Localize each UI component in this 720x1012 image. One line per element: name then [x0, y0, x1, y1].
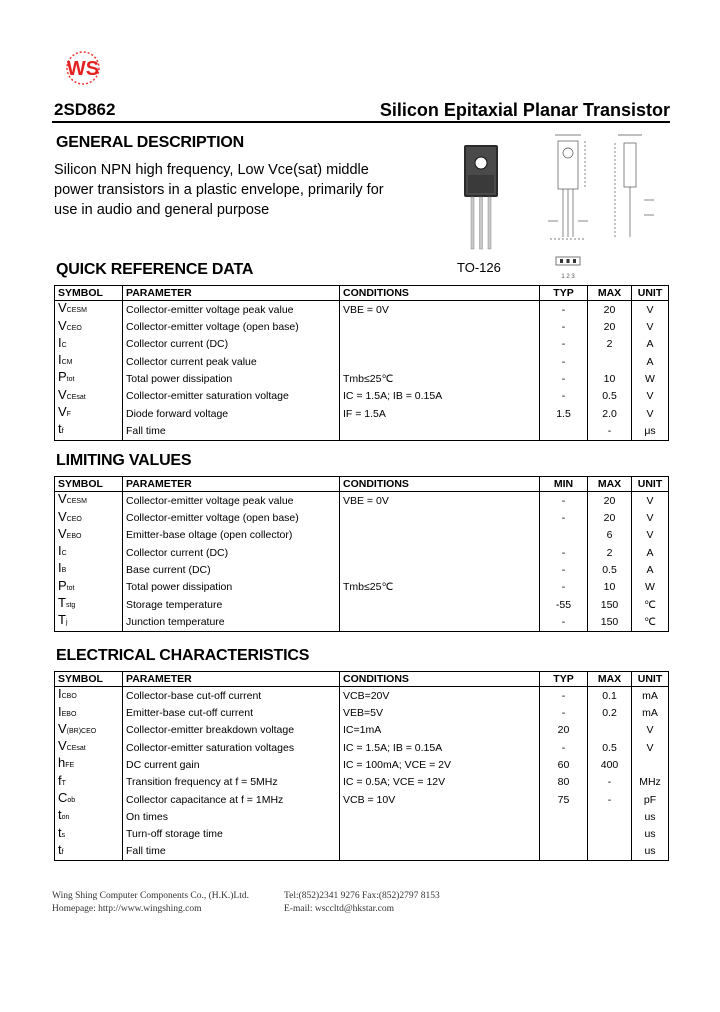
symbol-subscript: j	[65, 619, 68, 627]
unit-cell: mA	[642, 689, 658, 702]
column-header: SYMBOL	[55, 477, 123, 492]
symbol-subscript: CEsat	[66, 393, 86, 401]
max-cell: 0.5	[588, 561, 632, 578]
table-row	[55, 319, 669, 336]
max-cell: 20	[588, 492, 632, 510]
max-cell: 0.5	[588, 388, 632, 405]
package-label: TO-126	[457, 260, 501, 275]
table-row	[55, 579, 669, 596]
symbol-cell	[55, 370, 123, 387]
symbol-subscript: F	[66, 411, 71, 419]
symbol-cell	[55, 336, 123, 353]
symbol: V	[58, 300, 67, 316]
typ-cell: 75	[540, 791, 588, 808]
header-rule	[52, 121, 670, 123]
unit-cell: V	[646, 390, 654, 403]
typ-cell: -	[540, 510, 588, 527]
max-cell	[588, 826, 632, 843]
symbol-subscript: CESM	[66, 307, 87, 315]
symbol-cell	[55, 808, 123, 825]
conditions-cell	[340, 510, 540, 527]
symbol: P	[58, 578, 67, 593]
symbol-subscript: C	[61, 550, 67, 558]
column-header: SYMBOL	[55, 286, 123, 301]
symbol: I	[58, 561, 62, 576]
max-cell: 0.5	[588, 739, 632, 756]
general-description-text	[54, 160, 404, 220]
unit-cell: V	[646, 724, 654, 737]
symbol-cell	[55, 405, 123, 422]
unit-cell: A	[646, 546, 654, 559]
parameter-cell: DC current gain	[123, 756, 340, 773]
conditions-cell	[340, 613, 540, 631]
symbol: t	[58, 825, 62, 840]
parameter-cell: Turn-off storage time	[123, 826, 340, 843]
table-header-row	[55, 477, 669, 492]
conditions-cell: VEB=5V	[340, 705, 540, 722]
table-row	[55, 353, 669, 370]
symbol-cell	[55, 561, 123, 578]
unit-cell: ℃	[644, 598, 656, 611]
unit-cell: V	[646, 741, 654, 754]
conditions-cell: VBE = 0V	[340, 492, 540, 510]
unit-cell: W	[645, 372, 655, 385]
table-row	[55, 405, 669, 422]
symbol-subscript: f	[61, 428, 64, 436]
column-header: TYP	[540, 672, 588, 687]
symbol-cell	[55, 774, 123, 791]
symbol-cell	[55, 527, 123, 544]
transistor-photo	[464, 145, 498, 249]
conditions-cell	[340, 353, 540, 370]
parameter-cell: Collector capacitance at f = 1MHz	[123, 791, 340, 808]
conditions-cell	[340, 422, 540, 440]
symbol-cell	[55, 826, 123, 843]
unit-cell: V	[646, 303, 654, 316]
table-row	[55, 336, 669, 353]
symbol-subscript: on	[61, 814, 70, 822]
symbol-cell	[55, 579, 123, 596]
symbol: t	[58, 808, 62, 823]
symbol: I	[58, 686, 62, 702]
parameter-cell: Emitter-base cut-off current	[123, 705, 340, 722]
limiting-values-heading: LIMITING VALUES	[56, 452, 192, 469]
footer-company: Wing Shing Computer Components Co., (H.K.)Ltd.	[52, 891, 249, 901]
typ-cell: -	[540, 561, 588, 578]
symbol: h	[58, 756, 66, 771]
table-row	[55, 756, 669, 773]
max-cell: 10	[588, 579, 632, 596]
pinout-view	[556, 257, 580, 280]
symbol-cell	[55, 301, 123, 319]
typ-cell: -	[540, 613, 588, 631]
typ-cell: 20	[540, 722, 588, 739]
column-header: UNIT	[637, 287, 663, 299]
unit-cell: ℃	[644, 615, 656, 628]
symbol-subscript: C	[61, 341, 67, 349]
unit-cell: pF	[643, 793, 657, 806]
max-cell: 10	[588, 370, 632, 387]
typ-cell: -	[540, 353, 588, 370]
parameter-cell: Collector current (DC)	[123, 336, 340, 353]
table-row	[55, 596, 669, 613]
parameter-cell: Collector-emitter voltage peak value	[123, 301, 340, 319]
symbol: T	[58, 596, 66, 611]
logo-text: WS	[66, 58, 100, 80]
column-header: PARAMETER	[123, 672, 340, 687]
typ-cell	[540, 826, 588, 843]
table-row	[55, 687, 669, 705]
parameter-cell: Storage temperature	[123, 596, 340, 613]
table-header-row	[55, 672, 669, 687]
symbol-subscript: CEO	[66, 515, 82, 523]
symbol: V	[58, 721, 67, 736]
footer-tel-fax: Tel:(852)2341 9276 Fax:(852)2797 8153	[284, 891, 440, 901]
typ-cell: -	[540, 492, 588, 510]
symbol: V	[58, 405, 67, 420]
table-row	[55, 791, 669, 808]
parameter-cell: Collector-emitter voltage (open base)	[123, 319, 340, 336]
symbol-cell	[55, 510, 123, 527]
unit-cell: V	[646, 529, 654, 542]
column-header: SYMBOL	[55, 672, 123, 687]
symbol-subscript: stg	[65, 602, 76, 610]
symbol-cell	[55, 319, 123, 336]
electrical-characteristics-table	[54, 671, 669, 861]
general-description-heading: GENERAL DESCRIPTION	[56, 134, 244, 151]
max-cell	[588, 808, 632, 825]
conditions-cell	[340, 826, 540, 843]
max-cell: 0.2	[588, 705, 632, 722]
table-row	[55, 301, 669, 319]
table-header-row	[55, 286, 669, 301]
symbol-subscript: T	[61, 779, 66, 787]
max-cell: 2	[588, 336, 632, 353]
limiting-values-table	[54, 476, 669, 632]
symbol-subscript: EBO	[66, 532, 82, 540]
outline-side-view	[615, 135, 654, 237]
symbol-subscript: EBO	[61, 710, 77, 718]
symbol: I	[58, 353, 62, 368]
typ-cell	[540, 843, 588, 861]
table-row	[55, 510, 669, 527]
conditions-cell: VCB=20V	[340, 687, 540, 705]
outline-front-view	[548, 135, 588, 239]
table-row	[55, 422, 669, 440]
table-row	[55, 722, 669, 739]
unit-cell: V	[646, 321, 654, 334]
table-row	[55, 705, 669, 722]
part-number: 2SD862	[54, 100, 116, 119]
typ-cell: 60	[540, 756, 588, 773]
symbol: V	[58, 739, 67, 754]
symbol-subscript: CEsat	[66, 745, 86, 753]
column-header: TYP	[540, 286, 588, 301]
table-row	[55, 808, 669, 825]
conditions-cell	[340, 843, 540, 861]
symbol-cell	[55, 388, 123, 405]
symbol: V	[58, 387, 67, 402]
symbol-subscript: FE	[65, 762, 75, 770]
symbol: V	[58, 526, 67, 541]
symbol-cell	[55, 422, 123, 440]
unit-cell: A	[646, 338, 654, 351]
typ-cell: 1.5	[540, 405, 588, 422]
parameter-cell: Total power dissipation	[123, 579, 340, 596]
typ-cell: -	[540, 544, 588, 561]
symbol-cell	[55, 843, 123, 861]
symbol-subscript: CBO	[61, 693, 77, 701]
typ-cell: -	[540, 579, 588, 596]
electrical-characteristics-heading: ELECTRICAL CHARACTERISTICS	[56, 647, 310, 664]
table-row	[55, 388, 669, 405]
symbol-subscript: s	[61, 831, 66, 839]
symbol-subscript: CEO	[66, 324, 82, 332]
quick-reference-table	[54, 285, 669, 441]
conditions-cell	[340, 808, 540, 825]
column-header: PARAMETER	[123, 477, 340, 492]
symbol-cell	[55, 492, 123, 510]
max-cell: 0.1	[588, 687, 632, 705]
column-header: CONDITIONS	[340, 672, 540, 687]
conditions-cell: Tmb≤25℃	[340, 579, 540, 596]
max-cell: 400	[588, 756, 632, 773]
symbol-cell	[55, 756, 123, 773]
typ-cell: 80	[540, 774, 588, 791]
symbol-cell	[55, 596, 123, 613]
symbol-cell	[55, 722, 123, 739]
unit-cell: μs	[644, 424, 656, 437]
unit-cell: mA	[642, 707, 658, 720]
symbol: I	[58, 704, 62, 719]
parameter-cell: Fall time	[123, 843, 340, 861]
max-cell: 2	[588, 544, 632, 561]
unit-cell: W	[645, 581, 655, 594]
unit-cell: us	[644, 828, 656, 841]
table-row	[55, 739, 669, 756]
typ-cell	[540, 808, 588, 825]
table-row	[55, 843, 669, 861]
conditions-cell	[340, 527, 540, 544]
conditions-cell: IC = 1.5A; IB = 0.15A	[340, 739, 540, 756]
parameter-cell: Collector-emitter voltage peak value	[123, 492, 340, 510]
parameter-cell: Emitter-base oltage (open collector)	[123, 527, 340, 544]
max-cell	[588, 843, 632, 861]
symbol: T	[58, 613, 66, 628]
symbol-cell	[55, 544, 123, 561]
unit-cell	[632, 756, 669, 773]
symbol-cell	[55, 791, 123, 808]
table-row	[55, 561, 669, 578]
symbol: V	[58, 318, 67, 333]
parameter-cell: Collector-emitter breakdown voltage	[123, 722, 340, 739]
column-header: UNIT	[637, 478, 663, 490]
symbol: t	[58, 842, 62, 857]
max-cell: 20	[588, 319, 632, 336]
max-cell: -	[588, 774, 632, 791]
symbol-subscript: (BR)CEO	[66, 727, 97, 735]
conditions-cell	[340, 336, 540, 353]
typ-cell: -	[540, 370, 588, 387]
conditions-cell: IF = 1.5A	[340, 405, 540, 422]
parameter-cell: Collector current peak value	[123, 353, 340, 370]
symbol: I	[58, 335, 62, 350]
symbol: V	[58, 491, 67, 507]
column-header: MAX	[588, 672, 632, 687]
typ-cell: -55	[540, 596, 588, 613]
ws-logo	[52, 50, 114, 86]
unit-cell: us	[644, 810, 656, 823]
column-header: PARAMETER	[123, 286, 340, 301]
column-header: MIN	[540, 477, 588, 492]
max-cell	[588, 722, 632, 739]
symbol-cell	[55, 353, 123, 370]
max-cell: 20	[588, 510, 632, 527]
parameter-cell: Collector-emitter saturation voltages	[123, 739, 340, 756]
parameter-cell: Collector-emitter saturation voltage	[123, 388, 340, 405]
table-row	[55, 774, 669, 791]
conditions-cell: VBE = 0V	[340, 301, 540, 319]
symbol: V	[58, 509, 67, 524]
typ-cell: -	[540, 739, 588, 756]
typ-cell: -	[540, 319, 588, 336]
parameter-cell: Collector-base cut-off current	[123, 687, 340, 705]
conditions-cell: IC = 100mA; VCE = 2V	[340, 756, 540, 773]
symbol-cell	[55, 613, 123, 631]
table-row	[55, 527, 669, 544]
typ-cell	[540, 422, 588, 440]
table-row	[55, 613, 669, 631]
symbol-cell	[55, 739, 123, 756]
unit-cell: MHz	[639, 776, 661, 789]
conditions-cell	[340, 544, 540, 561]
description-line: use in audio and general purpose	[54, 202, 270, 218]
symbol-cell	[55, 687, 123, 705]
unit-cell: A	[646, 355, 654, 368]
typ-cell: -	[540, 336, 588, 353]
conditions-cell	[340, 319, 540, 336]
max-cell: 20	[588, 301, 632, 319]
column-header: UNIT	[637, 673, 663, 685]
footer-email[interactable]: E-mail: wsccltd@hkstar.com	[284, 904, 395, 914]
symbol-subscript: CM	[61, 359, 73, 367]
description-line: power transistors in a plastic envelope, primarily for	[54, 182, 384, 198]
column-header: CONDITIONS	[340, 286, 540, 301]
parameter-cell: On times	[123, 808, 340, 825]
conditions-cell	[340, 561, 540, 578]
table-row	[55, 492, 669, 510]
svg-text:1 2 3: 1 2 3	[561, 274, 575, 280]
conditions-cell: Tmb≤25℃	[340, 370, 540, 387]
max-cell: -	[588, 422, 632, 440]
unit-cell: A	[646, 563, 654, 576]
symbol: C	[58, 791, 68, 806]
typ-cell	[540, 527, 588, 544]
symbol-subscript: tot	[66, 376, 75, 384]
max-cell: 6	[588, 527, 632, 544]
unit-cell: V	[646, 494, 654, 507]
table-row	[55, 544, 669, 561]
symbol-subscript: tot	[66, 584, 75, 592]
conditions-cell: IC = 1.5A; IB = 0.15A	[340, 388, 540, 405]
typ-cell: -	[540, 705, 588, 722]
conditions-cell: VCB = 10V	[340, 791, 540, 808]
column-header: CONDITIONS	[340, 477, 540, 492]
symbol: f	[58, 773, 62, 788]
typ-cell: -	[540, 388, 588, 405]
column-header: MAX	[588, 286, 632, 301]
symbol-cell	[55, 705, 123, 722]
max-cell: 150	[588, 613, 632, 631]
conditions-cell: IC=1mA	[340, 722, 540, 739]
parameter-cell: Collector-emitter voltage (open base)	[123, 510, 340, 527]
typ-cell: -	[540, 301, 588, 319]
parameter-cell: Collector current (DC)	[123, 544, 340, 561]
unit-cell: V	[646, 407, 654, 420]
symbol-subscript: B	[61, 567, 67, 575]
quick-reference-heading: QUICK REFERENCE DATA	[56, 261, 254, 278]
max-cell: -	[588, 791, 632, 808]
parameter-cell: Transition frequency at f = 5MHz	[123, 774, 340, 791]
footer-homepage[interactable]: Homepage: http://www.wingshing.com	[52, 904, 202, 914]
parameter-cell: Base current (DC)	[123, 561, 340, 578]
parameter-cell: Junction temperature	[123, 613, 340, 631]
symbol: I	[58, 544, 62, 559]
description-line: Silicon NPN high frequency, Low Vce(sat) middle	[54, 162, 369, 178]
symbol-subscript: f	[61, 848, 64, 856]
table-row	[55, 826, 669, 843]
max-cell	[588, 353, 632, 370]
typ-cell: -	[540, 687, 588, 705]
parameter-cell: Diode forward voltage	[123, 405, 340, 422]
max-cell: 150	[588, 596, 632, 613]
conditions-cell: IC = 0.5A; VCE = 12V	[340, 774, 540, 791]
unit-cell: us	[644, 845, 656, 858]
unit-cell: V	[646, 512, 654, 525]
symbol: t	[58, 422, 62, 437]
symbol-subscript: ob	[67, 797, 76, 805]
column-header: MAX	[588, 477, 632, 492]
symbol: P	[58, 370, 67, 385]
document-title: Silicon Epitaxial Planar Transistor	[379, 100, 670, 120]
symbol-subscript: CESM	[66, 498, 87, 506]
table-row	[55, 370, 669, 387]
parameter-cell: Fall time	[123, 422, 340, 440]
max-cell: 2.0	[588, 405, 632, 422]
parameter-cell: Total power dissipation	[123, 370, 340, 387]
conditions-cell	[340, 596, 540, 613]
